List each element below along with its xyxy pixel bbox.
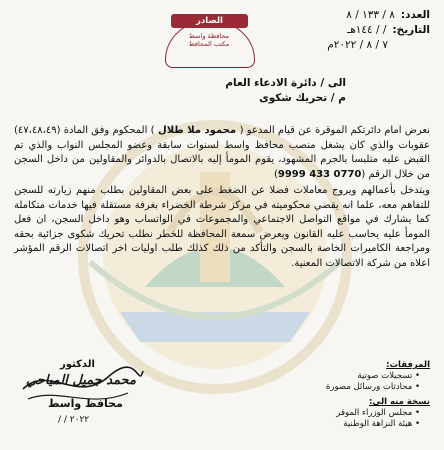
number-row	[260, 8, 430, 23]
copies-heading: نسخة منه الى:	[368, 397, 430, 407]
signatory-title: الدكتور	[60, 359, 95, 370]
date-label: التاريخ:	[392, 24, 430, 36]
recipient: الى / دائرة الادعاء العام	[225, 77, 346, 89]
outgoing-stamp-logo	[157, 6, 262, 68]
addressee-block	[225, 76, 346, 106]
list-item: • هيئة النزاهة الوطنية	[250, 419, 420, 430]
logo-banner: الصادر	[171, 14, 248, 28]
date-row-gregorian	[260, 38, 430, 53]
list-item: • مجلس الوزراء الموقر	[250, 408, 420, 419]
paragraph-2: ويتدخل بأعمالهم ويروج معاملات فضلا عن الضغط على بعض المقاولين بطلب منهم زيارته للسجن للتفاهم معه، علما انه يقضي محكوميته في مركز شرطة الخضراء بغرفة مستقلة فيها خدمات متكاملة كما يشارك في مواقع التواصل الاجتماعي والمجموعات في الواتساب وهو داخل السجن، ان فعل المومأ عليه يحاسب عليه القانون ويعرض سمعة المحافظة للخطر نطلب تحريك شكوى جزائية بحقه ومراجعة الكاميرات الخاصة بالسجن والتأكد من ذلك كذلك طلب اوليات اخر اتصالات الرقم المؤشر اعلاه من شركة الاتصالات المعنية.	[14, 185, 430, 269]
signatory-name: محمد جميل المياحي	[26, 373, 136, 388]
p1-pre: نعرض امام دائرتكم الموقرة عن قيام المدعو (	[239, 125, 430, 136]
accused-name: محمود ملا طلال	[154, 125, 240, 136]
attachments-block	[250, 360, 430, 430]
signature-block	[18, 359, 148, 439]
date-row	[260, 23, 430, 38]
subject: م / تحريك شكوى	[259, 92, 346, 104]
logo-lines	[175, 32, 243, 48]
date-gregorian: ٧ / ٨ / ٢٠٢٢م	[327, 39, 388, 51]
document-meta	[260, 8, 430, 53]
signatory-position: محافظ واسط	[48, 397, 123, 410]
p1-end: )	[273, 168, 278, 180]
list-item: • تسجيلات صوتية	[250, 371, 420, 382]
list-item: • محادثات ورسائل مصورة	[250, 382, 420, 393]
signature-date: / / ٢٠٢٢	[58, 415, 90, 425]
phone-number: 0770 433 9999	[277, 168, 362, 180]
p1-post: ) المحكوم وفق المادة (٤٧،٤٨،٤٩) عقوبات والذي كان يشغل منصب محافظ واسط لسنوات سابقة وعضو المجلس النواب والذي تم القبض عليه متلبسا بالجرم المشهود، يقوم المومأ إليه بالاتصال بالدوائر والمقاولين من داخل السجن من خلال الرقم (	[14, 125, 430, 180]
number-label: العدد:	[400, 9, 430, 21]
paragraph-1	[14, 124, 430, 182]
logo-line: مكتب المحافظ	[188, 40, 230, 48]
copies-block	[250, 397, 430, 430]
letter-body	[14, 124, 430, 273]
logo-line: محافظة واسط	[188, 32, 230, 40]
attachments-heading: المرفقات:	[386, 360, 430, 370]
number-value: ٨ / ١٣٣ / ٨	[346, 9, 395, 21]
date-hijri: / / ١٤٤هـ	[347, 24, 387, 36]
attachments-list	[250, 371, 430, 393]
copies-list	[250, 408, 430, 430]
